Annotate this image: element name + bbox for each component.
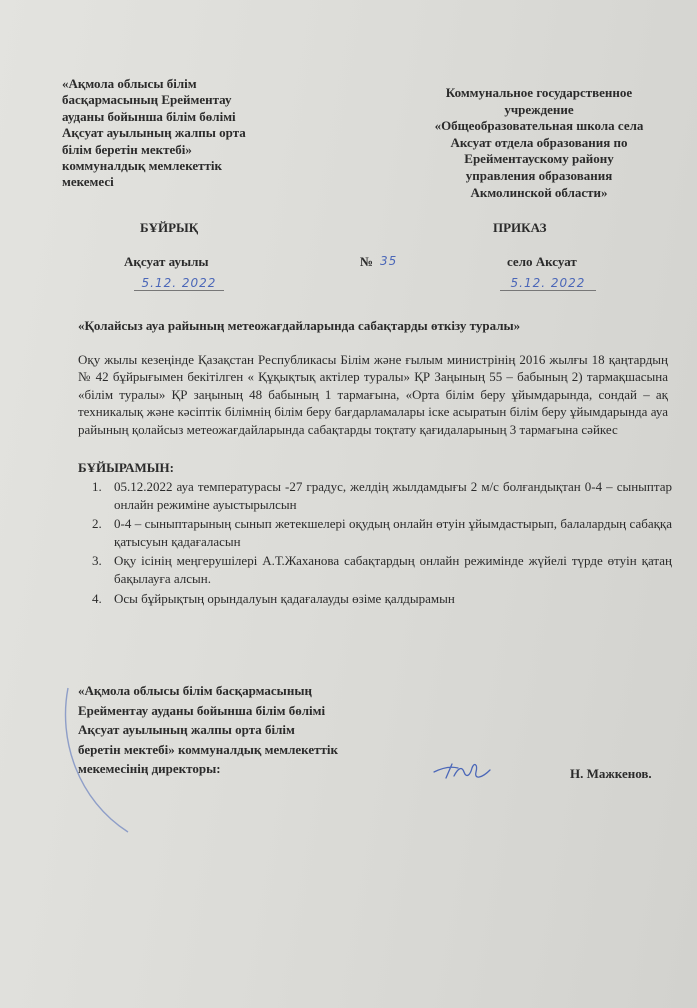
header-right-line: Ерейментаускому району (464, 151, 614, 167)
header-right-line: Акмолинской области» (470, 184, 608, 200)
list-item-text: 0-4 – сыныптарының сынып жетекшелері оқудың онлайн өтуін ұйымдастырып, балалардың сабаққа қатысуын қадағаласын (114, 516, 672, 549)
doc-type-russian: ПРИКАЗ (493, 220, 547, 235)
list-item-number: 2. (92, 516, 102, 532)
order-items-list (92, 478, 672, 609)
preamble-paragraph: Оқу жылы кезеңінде Қазақстан Республикасы Білім және ғылым министрінің 2016 жылғы 18 қаңтардың № 42 бұйрығымен бекітілген « Құқықтық актілер туралы» ҚР Заңының 55 – бабының 2) тармақшасына «білім туралы» ҚР заңының 48 бабының 1 тармағына, «Орта білім беру ұйымдарында, сондай – ақ техникалық және кәсіптік білімнің білім беру бағдарламалары іске асыратын білім беру ұйымдарында ауа райының қолайсыз метеожағдайларында сабақтарды тоқтату қағидаларының 3 тармағына сәйкес (78, 352, 668, 437)
signature-line: Ерейментау ауданы бойынша білім бөлімі (78, 702, 326, 718)
list-item-number: 1. (92, 479, 102, 494)
list-item (92, 590, 672, 608)
header-left-line: «Ақмола облысы білім (62, 76, 197, 91)
date-russian: 5.12. 2022 (500, 276, 596, 291)
list-item-text: 05.12.2022 ауа температурасы -27 градус, желдің жылдамдығы 2 м/с болғандықтан 0-4 – сыныптар онлайн режиміне ауыстырылсын (114, 479, 672, 512)
order-number-value: 35 (380, 254, 398, 268)
header-right-line: учреждение (504, 101, 574, 117)
list-item-number: 4. (92, 590, 102, 606)
header-right-line: Аксуат отдела образования по (450, 134, 628, 150)
signature-line: Ақсуат ауылының жалпы орта білім (78, 722, 295, 738)
header-left-line: басқармасының Ерейментау (62, 92, 232, 108)
date-kazakh: 5.12. 2022 (134, 276, 224, 291)
header-right-line: «Общеобразовательная школа села (434, 118, 644, 134)
header-left-line: мекемесі (62, 174, 114, 190)
doc-type-kazakh: БҰЙРЫҚ (140, 220, 199, 235)
header-kazakh-org (62, 76, 322, 191)
header-russian-org (404, 85, 674, 201)
list-item (92, 515, 672, 550)
signature-line: мекемесінің директоры: (78, 761, 221, 777)
signature-line: «Ақмола облысы білім басқармасының (78, 683, 312, 698)
order-word: БҰЙЫРАМЫН: (78, 460, 175, 475)
header-right-line: Коммунальное государственное (445, 85, 633, 100)
list-item-number: 3. (92, 553, 102, 569)
signature-line: беретін мектебі» коммуналдық мемлекеттік (78, 741, 338, 757)
list-item-text: Оқу ісінің меңгерушілері А.Т.Жаханова сабақтардың онлайн режимінде жүйелі түрде өтуін қатаң бақылауға алсын. (114, 553, 672, 586)
list-item-text: Осы бұйрықтың орындалуын қадағалауды өзіме қалдырамын (114, 590, 455, 606)
header-left-line: Ақсуат ауылының жалпы орта (62, 125, 246, 141)
header-left-line: коммуналдық мемлекеттік (62, 158, 222, 174)
signature-block (78, 681, 398, 779)
header-right-line: управления образования (465, 167, 613, 183)
place-russian: село Аксуат (507, 254, 577, 269)
handwritten-signature (432, 758, 496, 784)
order-number-label: № (360, 254, 374, 269)
list-item (92, 552, 672, 587)
header-left-line: ауданы бойынша білім бөлімі (62, 108, 236, 124)
header-left-line: білім беретін мектебі» (62, 141, 192, 157)
place-kazakh: Ақсуат ауылы (124, 254, 209, 269)
order-subject: «Қолайсыз ауа райының метеожағдайларында сабақтарды өткізу туралы» (78, 318, 521, 333)
list-item (92, 478, 672, 513)
director-name: Н. Мажкенов. (570, 766, 652, 781)
